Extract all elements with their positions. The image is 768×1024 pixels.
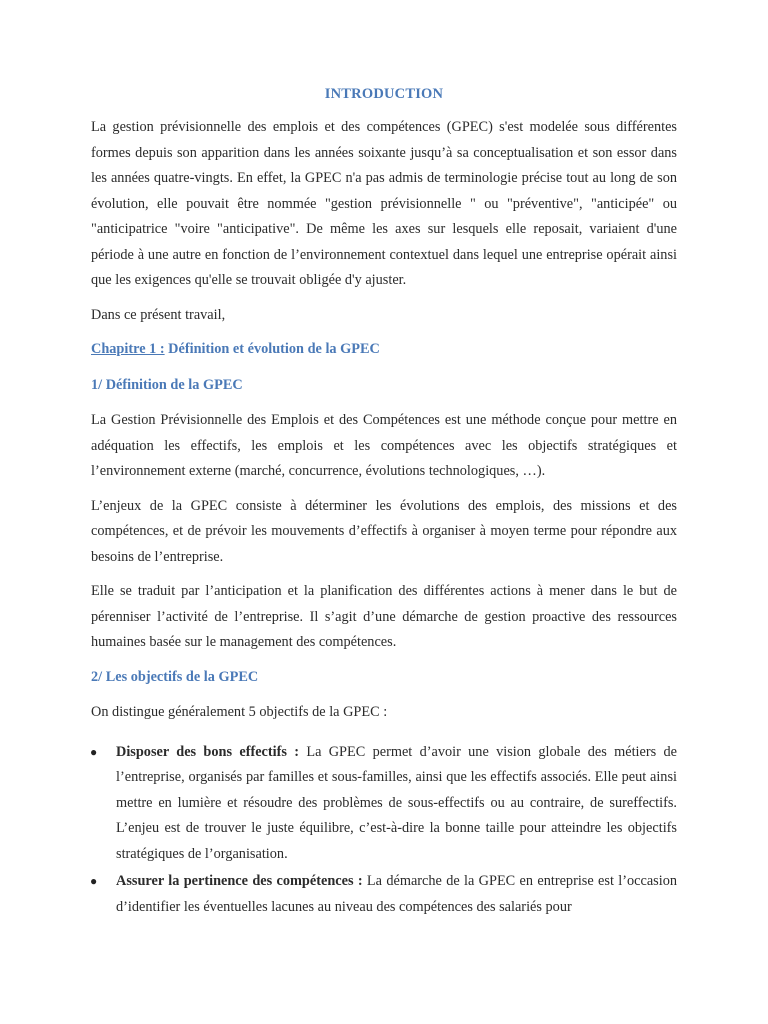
list-item	[91, 740, 677, 868]
document-title: INTRODUCTION	[324, 86, 444, 102]
chapter-title: Définition et évolution de la GPEC	[164, 341, 380, 357]
section1-paragraph: L’enjeux de la GPEC consiste à déterminer les évolutions des emplois, des missions et des compétences, et de prévoir les mouvements d’effectifs à organiser à moyen terme pour répondre aux besoins de l’entreprise.	[91, 497, 677, 565]
section2-intro: On distingue généralement 5 objectifs de la GPEC :	[91, 704, 388, 720]
bullet-text: La démarche de la GPEC en entreprise est l’occasion d’identifier les éventuelles lacunes au niveau des compétences des salariés pour	[116, 873, 677, 915]
bullet-lead: Disposer des bons effectifs :	[116, 743, 300, 760]
section1-paragraph: La Gestion Prévisionnelle des Emplois et des Compétences est une méthode conçue pour mettre en adéquation les effectifs, les emplois et les compétences avec les objectifs stratégiques et l’environnement externe (marché, concurrence, évolutions technologiques, …).	[91, 412, 677, 479]
bullet-lead: Assurer la pertinence des compétences :	[116, 873, 363, 889]
section2-heading: 2/ Les objectifs de la GPEC	[91, 668, 259, 685]
chapter-heading	[91, 337, 677, 363]
bullet-icon: ●	[90, 744, 98, 759]
section1-paragraph: Elle se traduit par l’anticipation et la planification des différentes actions à mener dans le but de pérenniser l’activité de l’entreprise. Il s’agit d’une démarche de gestion proactive des ressources humaines basée sur le management des compétences.	[91, 583, 677, 650]
section1-heading: 1/ Définition de la GPEC	[91, 376, 243, 393]
chapter-label: Chapitre 1 :	[91, 341, 165, 357]
present-work-line: Dans ce présent travail,	[91, 306, 226, 323]
list-item	[91, 869, 677, 920]
bullet-text: La GPEC permet d’avoir une vision globale des métiers de l’entreprise, organisés par familles et sous-familles, ainsi que les effectifs associés. Elle peut ainsi mettre en lumière et résoudre des problèmes de sous-effectifs ou au contraire, de sureffectifs. L’enjeu est de trouver le juste équilibre, c’est-à-dire la bonne taille pour atteindre les objectifs stratégiques de l’organisation.	[116, 743, 677, 862]
objectives-list	[91, 740, 677, 921]
intro-paragraph: La gestion prévisionnelle des emplois et des compétences (GPEC) s'est modelée sous différentes formes depuis son apparition dans les années soixante jusqu’à sa conceptualisation et son essor dans les années quatre-vingts. En effet, la GPEC n'a pas admis de terminologie précise tout au long de son évolution, elle pouvait être nommée "gestion prévisionnelle " ou "préventive", "anticipée" ou "anticipatrice "voire "anticipative". De même les axes sur lesquels elle reposait, variaient d'une période à une autre en fonction de l’environnement contextuel dans lequel une entreprise opérait ainsi que les exigences qu'elle se trouvait obligée d'y ajuster.	[91, 119, 677, 288]
bullet-icon: ●	[90, 874, 98, 888]
